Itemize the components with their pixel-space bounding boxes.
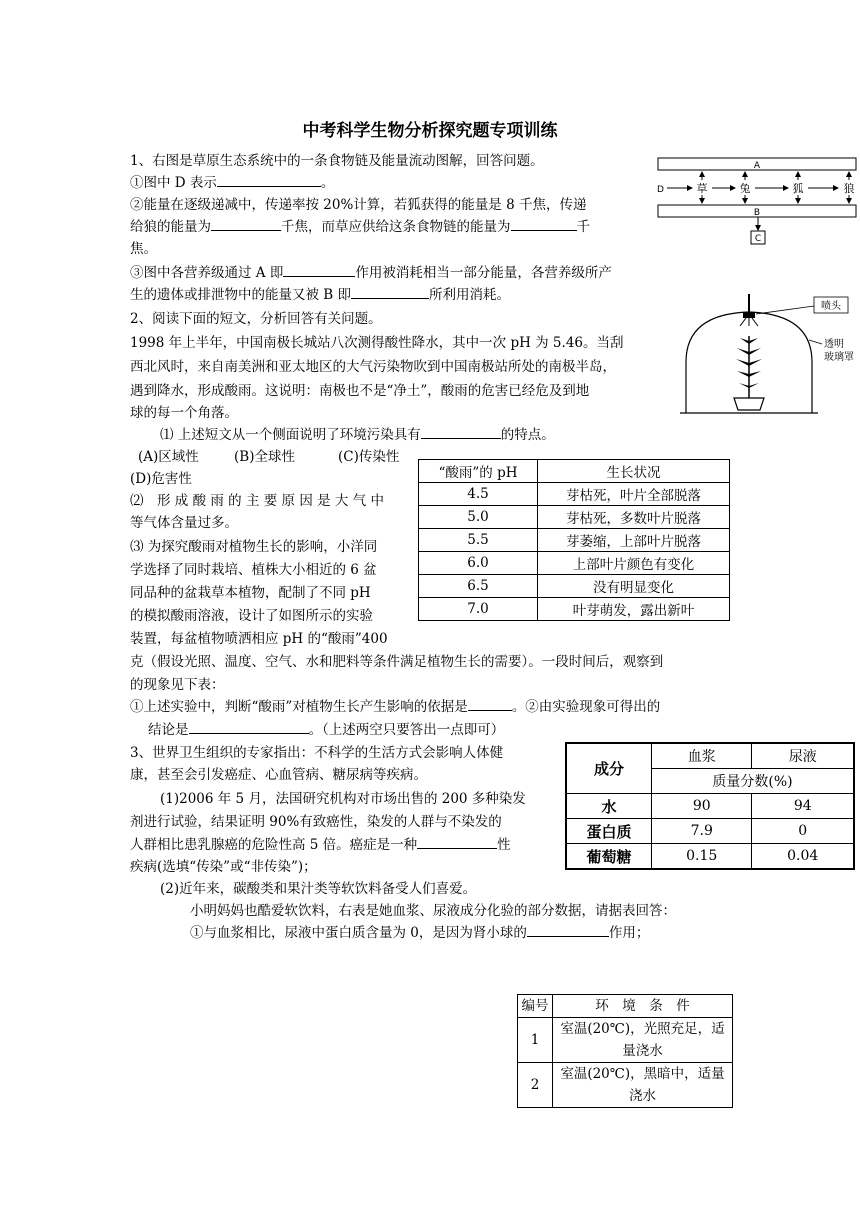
nozzle-shape [743,312,755,318]
subheader: 质量分数(%) [652,769,855,794]
table-header-row [566,743,854,769]
ph-cell: 4.5 [419,483,538,506]
table-cell: 0.15 [652,844,752,870]
blood-urine-table [565,742,855,870]
food-chain-diagram [655,155,860,247]
q1-part2-line3: 焦。 [130,241,157,257]
q2-part1: ⑴ 上述短文从一个侧面说明了环境污染具有 的特点。 [160,424,555,446]
ph-cell: 7.0 [419,598,538,621]
growth-cell: 没有明显变化 [538,575,730,598]
organism-fox: 狐 [792,182,804,195]
table-cell: 94 [752,794,854,819]
organism-wolf: 狼 [843,182,855,195]
q3-part1-line4: 疾病(选填“传染”或“非传染”)； [130,859,317,875]
table-row [566,844,854,870]
q2-part3-line7: 的现象见下表： [130,677,225,693]
table-cell: 1 [518,1018,553,1063]
q2-part3-q2: 结论是 。（上述两空只要答出一点即可） [148,719,504,741]
growth-cell: 上部叶片颜色有变化 [538,552,730,575]
table-row [419,483,730,506]
answer-blank[interactable] [283,262,355,277]
label-b: B [753,208,761,218]
ph-cell: 6.5 [419,575,538,598]
page-title: 中考科学生物分析探究题专项训练 [302,121,558,141]
q2-part2-line1: ⑵ 形 成 酸 雨 的 主 要 原 因 是 大 气 中 [130,493,384,509]
column-header: 血浆 [652,743,752,769]
option-b[interactable]: (B)全球性 [234,449,295,465]
q2-part3-line4: 的模拟酸雨溶液，设计了如图所示的实验 [130,608,373,624]
column-header: 编号 [518,995,553,1018]
organism-rabbit: 兔 [739,182,751,195]
growth-cell: 芽萎缩，上部叶片脱落 [538,529,730,552]
table-row [419,529,730,552]
q3-part2-line1: (2)近年来，碳酸类和果汁类等软饮料备受人们喜爱。 [160,881,477,897]
column-header: 环 境 条 件 [553,995,733,1018]
q2-passage-line1: 1998 年上半年，中国南极长城站八次测得酸性降水，其中一次 pH 为 5.46。当刮 [130,335,624,351]
row-header: 蛋白质 [566,819,652,844]
table-cell: 7.9 [652,819,752,844]
cover-label-1: 透明 [824,339,844,350]
answer-blank[interactable] [217,172,321,187]
q1-part1: ①图中 D 表示 。 [130,172,334,194]
column-header: 尿液 [752,743,854,769]
q3-part1-line2: 剂进行试验，结果证明 90%有致癌性，染发的人群与不染发的 [130,814,502,830]
q2-stem: 2、阅读下面的短文，分析回答有关问题。 [130,311,382,327]
q3-stem-line1: 3、世界卫生组织的专家指出：不科学的生活方式会影响人体健 [130,745,504,761]
table-row [419,575,730,598]
answer-blank[interactable] [189,719,309,734]
table-row [419,598,730,621]
column-header: 生长状况 [538,460,730,483]
experiment-apparatus-diagram [676,292,860,418]
q3-stem-line2: 康，甚至会引发癌症、心血管病、糖尿病等疾病。 [130,767,427,783]
q2-passage-line2: 西北风时，来自南美洲和亚太地区的大气污染物吹到中国南极站所处的南极半岛， [130,359,616,375]
q2-passage-line4: 球的每一个角落。 [130,405,238,421]
environment-conditions-table [517,994,733,1108]
q2-part3-line5: 装置，每盆植物喷洒相应 pH 的“酸雨”400 [130,631,388,647]
q2-part3-line1: ⑶ 为探究酸雨对植物生长的影响，小洋同 [130,539,378,555]
table-cell: 2 [518,1063,553,1108]
table-row [566,794,854,819]
row-header: 葡萄糖 [566,844,652,870]
option-d[interactable]: (D)危害性 [130,471,192,487]
answer-blank[interactable] [527,922,609,937]
q1-part2-line1: ②能量在逐级递减中，传递率按 20%计算，若狐获得的能量是 8 千焦，传递 [130,197,587,213]
table-cell: 0 [752,819,854,844]
q2-passage-line3: 遇到降水，形成酸雨。这说明：南极也不是“净土”，酸雨的危害已经危及到地 [130,383,590,399]
table-row [518,1018,733,1063]
q2-part3-q1: ①上述实验中，判断“酸雨”对植物生长产生影响的依据是 。②由实验现象可得出的 [130,696,660,718]
option-c[interactable]: (C)传染性 [338,449,400,465]
table-cell: 室温(20℃)，光照充足，适 量浇水 [553,1018,733,1063]
option-a[interactable]: (A)区域性 [138,449,199,465]
nozzle-label: 喷头 [821,301,841,312]
q2-part3-line2: 学选择了同时栽培、植株大小相近的 6 盆 [130,562,377,578]
ph-results-table [418,459,730,621]
ph-cell: 6.0 [419,552,538,575]
q1-stem: 1、右图是草原生态系统中的一条食物链及能量流动图解，回答问题。 [130,153,544,169]
table-row [419,552,730,575]
ph-cell: 5.5 [419,529,538,552]
growth-cell: 芽枯死，多数叶片脱落 [538,506,730,529]
growth-cell: 叶芽萌发，露出新叶 [538,598,730,621]
q3-part2-q1: ①与血浆相比，尿液中蛋白质含量为 0，是因为肾小球的 作用； [190,922,649,944]
answer-blank[interactable] [511,216,577,231]
q2-part3-line6: 克（假设光照、温度、空气、水和肥料等条件满足植物生长的需要）。一段时间后，观察到 [130,654,664,670]
table-cell: 90 [652,794,752,819]
answer-blank[interactable] [421,424,501,439]
table-row [518,1063,733,1108]
table-header-row [419,460,730,483]
q1-part2-line2: 给狼的能量为 千焦，而草应供给这条食物链的能量为 千 [130,216,590,238]
growth-cell: 芽枯死，叶片全部脱落 [538,483,730,506]
flower-pot [734,398,764,410]
q1-part3-line1: ③图中各营养级通过 A 即 作用被消耗相当一部分能量，各营养级所产 [130,262,612,284]
answer-blank[interactable] [417,834,497,849]
row-header: 水 [566,794,652,819]
table-header-row [518,995,733,1018]
answer-blank[interactable] [468,696,512,711]
q3-part1-line3: 人群相比患乳腺癌的危险性高 5 倍。癌症是一种 性 [130,834,511,856]
q1-part3-line2: 生的遗体或排泄物中的能量又被 B 即 所利用消耗。 [130,284,510,306]
ph-cell: 5.0 [419,506,538,529]
q3-part2-line2: 小明妈妈也酷爱软饮料，右表是她血浆、尿液成分化验的部分数据，请据表回答： [190,903,676,919]
label-d: D [657,185,664,195]
q3-part1-line1: (1)2006 年 5 月，法国研究机构对市场出售的 200 多种染发 [160,791,526,807]
answer-blank[interactable] [211,216,281,231]
table-row [419,506,730,529]
answer-blank[interactable] [351,284,429,299]
q2-part3-line3: 同品种的盆栽草本植物，配制了不同 pH [130,585,371,601]
table-cell: 室温(20℃)，黑暗中，适量 浇水 [553,1063,733,1108]
cover-label-2: 玻璃罩 [824,352,854,363]
q2-part2-line2: 等气体含量过多。 [130,515,238,531]
organism-grass: 草 [696,182,708,195]
corner-header: 成分 [566,743,652,794]
column-header: “酸雨”的 pH [419,460,538,483]
label-c: C [754,234,762,244]
table-row [566,819,854,844]
label-a: A [753,161,761,171]
table-cell: 0.04 [752,844,854,870]
